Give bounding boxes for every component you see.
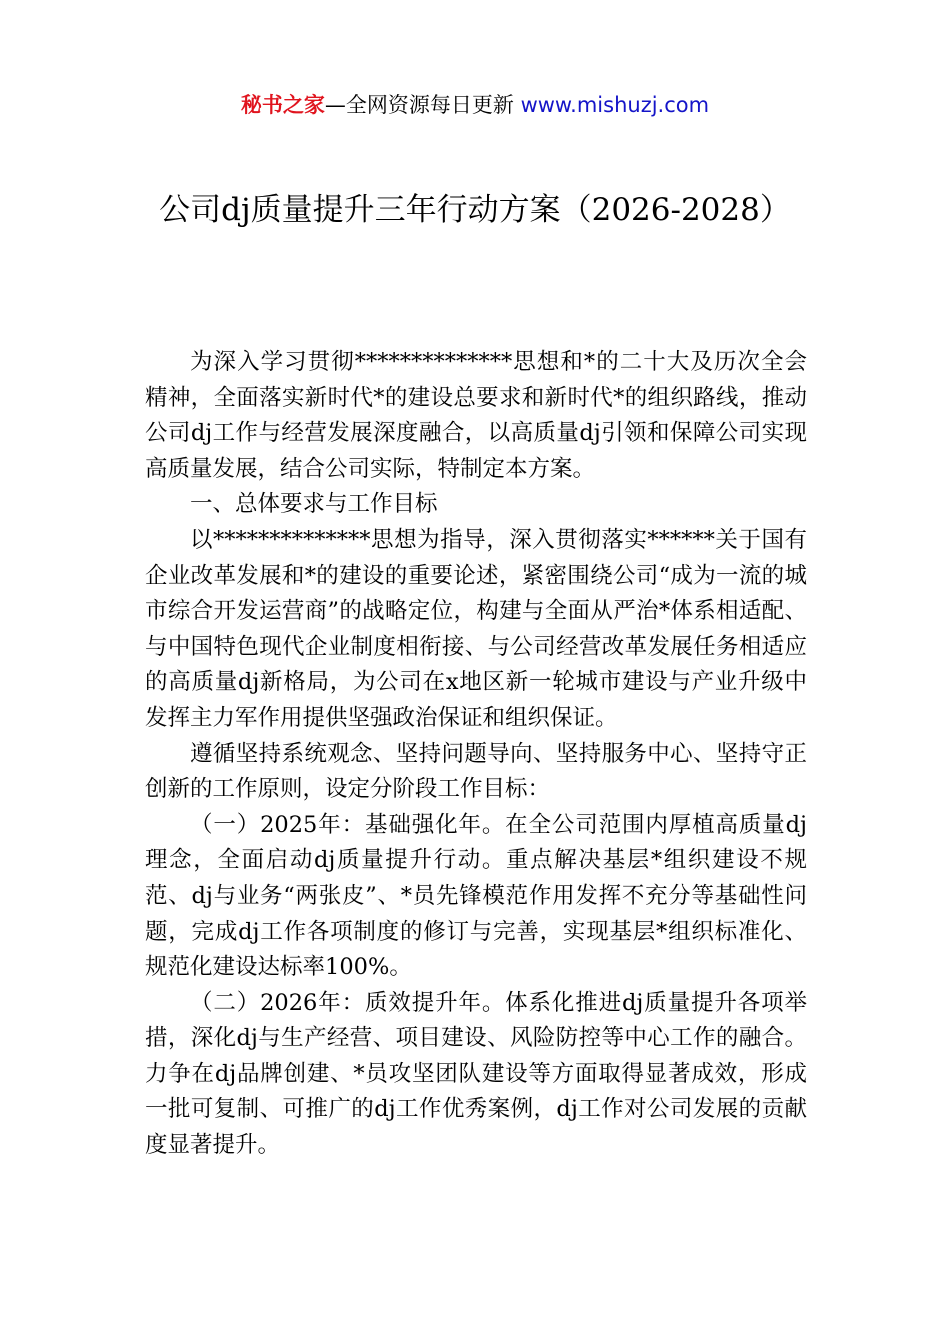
site-header [0,88,950,122]
document-title: 公司dj质量提升三年行动方案（2026-2028） [159,192,791,228]
paragraph-guideline: 以**************思想为指导，深入贯彻落实******关于国有企业改革发展和*的建设的重要论述，紧密围绕公司“成为一流的城市综合开发运营商”的战略定位，构建与全面从严治*体系相适配、与中国特色现代企业制度相衔接、与公司经营改革发展任务相适应的高质量dj新格局，为公司在x地区新一轮城市建设与产业升级中发挥主力军作用提供坚强政治保证和组织保证。 [145,526,807,731]
paragraph-principles: 遵循坚持系统观念、坚持问题导向、坚持服务中心、坚持守正创新的工作原则，设定分阶段工作目标： [145,740,807,803]
site-brand: 秘书之家 [240,93,325,117]
paragraph-intro: 为深入学习贯彻**************思想和*的二十大及历次全会精神，全面落实新时代*的建设总要求和新时代*的组织路线，推动公司dj工作与经营发展深度融合，以高质量dj引领和保障公司实现高质量发展，结合公司实际，特制定本方案。 [145,349,807,482]
document-body [145,345,807,1164]
paragraph-goal-2025: （一）2025年：基础强化年。在全公司范围内厚植高质量dj理念，全面启动dj质量提升行动。重点解决基层*组织建设不规范、dj与业务“两张皮”、*员先锋模范作用发挥不充分等基础性问题，完成dj工作各项制度的修订与完善，实现基层*组织标准化、规范化建设达标率100%。 [145,811,807,981]
section-heading-1: 一、总体要求与工作目标 [190,491,438,518]
site-tagline: —全网资源每日更新 [324,93,521,117]
paragraph-goal-2026: （二）2026年：质效提升年。体系化推进dj质量提升各项举措，深化dj与生产经营、项目建设、风险防控等中心工作的融合。力争在dj品牌创建、*员攻坚团队建设等方面取得显著成效，形成一批可复制、可推广的dj工作优秀案例，dj工作对公司发展的贡献度显著提升。 [145,989,807,1159]
site-url-link[interactable]: www.mishuzj.com [520,93,710,117]
